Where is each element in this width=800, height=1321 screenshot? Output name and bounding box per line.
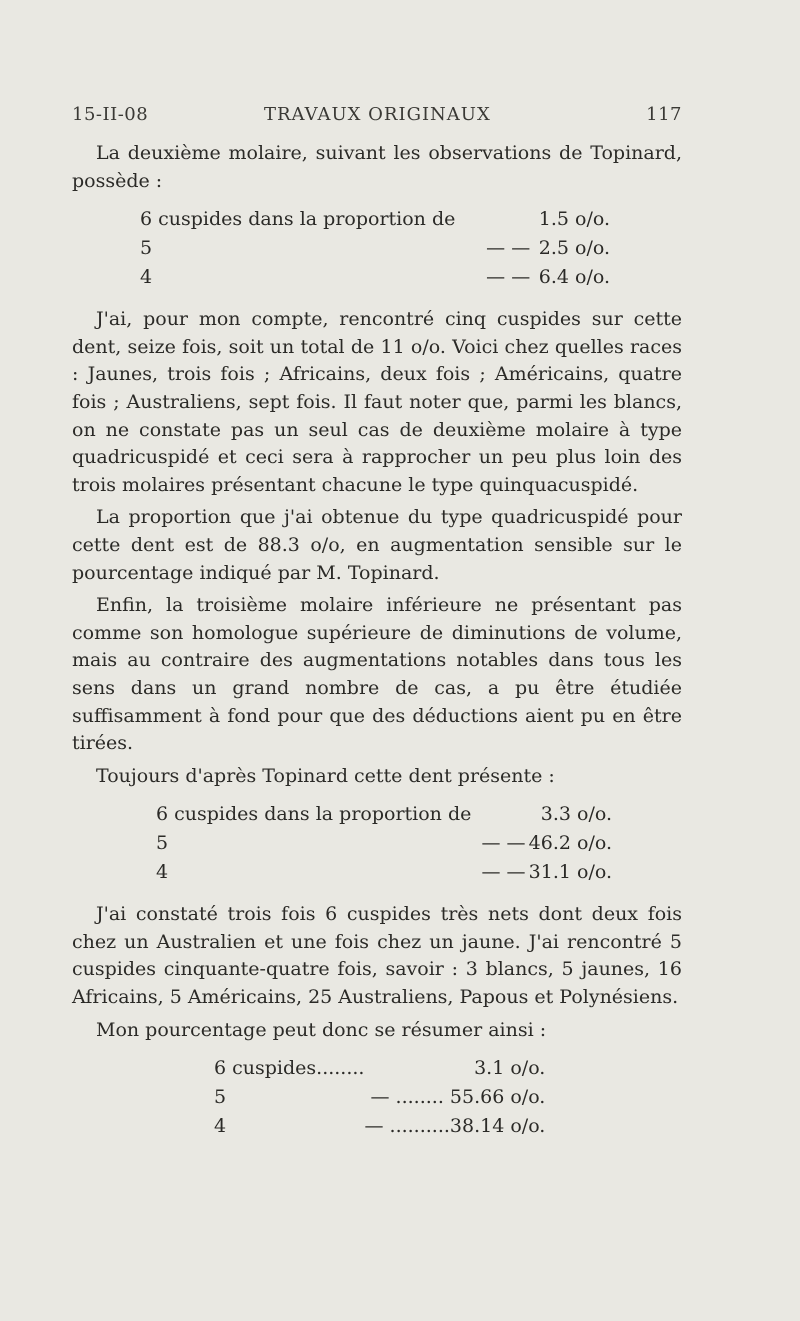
table-row bbox=[214, 1083, 545, 1112]
table-cell-dash: — — bbox=[481, 860, 526, 883]
table-row bbox=[140, 263, 610, 292]
table-cell-label: 4 bbox=[156, 860, 169, 883]
paragraph: La proportion que j'ai obtenue du type quadricuspidé pour cette dent est de 88.3 o/o, en augmentation sensible sur le pourcentage indiqué par M. Topinard. bbox=[72, 506, 682, 584]
table-cell-label: 5 bbox=[214, 1085, 227, 1108]
table-cell-dash: — — bbox=[481, 831, 526, 854]
paragraph: La deuxième molaire, suivant les observations de Topinard, possède : bbox=[72, 142, 682, 192]
paragraph: J'ai, pour mon compte, rencontré cinq cuspides sur cette dent, seize fois, soit un total de 11 o/o. Voici chez quelles races : Jaunes, trois fois ; Africains, deux fois ; Américains, quatre fois ; Australiens, sept fois. Il faut noter que, parmi les blancs, on ne constate pas un seul cas de deuxième molaire à type quadricuspidé et ceci sera à rapprocher un peu plus loin des trois molaires présentant chacune le type quinquacuspidé. bbox=[72, 308, 682, 496]
table-cell-value: 2.5 o/o. bbox=[538, 236, 610, 259]
table-cell-value: 1.5 o/o. bbox=[538, 207, 610, 230]
table-cell-value: 31.1 o/o. bbox=[528, 860, 612, 883]
table-cell-label: 6 cuspides........ bbox=[214, 1056, 365, 1079]
cusp-table-topinard-third-molar bbox=[156, 800, 612, 887]
paragraph: Toujours d'après Topinard cette dent présente : bbox=[96, 764, 555, 787]
table-cell-label: 4 bbox=[140, 265, 153, 288]
table-row bbox=[140, 205, 610, 234]
table-cell-dash: — — bbox=[486, 236, 531, 259]
table-cell-label: 6 cuspides dans la proportion de bbox=[156, 802, 472, 825]
table-cell-value: 46.2 o/o. bbox=[528, 831, 612, 854]
table-cell-label: 6 cuspides dans la proportion de bbox=[140, 207, 456, 230]
body-text bbox=[72, 140, 682, 1155]
header-date: 15-II-08 bbox=[72, 104, 149, 125]
table-row bbox=[214, 1054, 545, 1083]
page-number: 117 bbox=[646, 104, 682, 125]
table-cell-value: 38.14 o/o. bbox=[449, 1114, 546, 1137]
cusp-table-topinard-second-molar bbox=[140, 205, 610, 292]
paragraph: Mon pourcentage peut donc se résumer ainsi : bbox=[96, 1018, 547, 1041]
table-cell-dash: — — bbox=[486, 265, 531, 288]
paragraph: Enfin, la troisième molaire inférieure ne présentant pas comme son homologue supérieure de diminutions de volume, mais au contraire des augmentations notables dans tous les sens dans un grand nombre de cas, a pu être étudiée suffisamment à fond pour que des déductions aient pu en être tirées. bbox=[72, 594, 682, 755]
table-cell-dash bbox=[484, 205, 532, 234]
table-row bbox=[156, 858, 612, 887]
cusp-table-own-results bbox=[214, 1054, 545, 1141]
paragraph: J'ai constaté trois fois 6 cuspides très nets dont deux fois chez un Australien et une fois chez un jaune. J'ai rencontré 5 cuspides cinquante-quatre fois, savoir : 3 blancs, 5 jaunes, 16 Africains, 5 Américains, 25 Australiens, Papous et Polynésiens. bbox=[72, 903, 682, 1009]
table-cell-label: 5 bbox=[140, 236, 153, 259]
table-row bbox=[156, 800, 612, 829]
table-cell-value: 3.3 o/o. bbox=[540, 802, 612, 825]
table-cell-dash bbox=[481, 800, 526, 829]
table-cell-value: 55.66 o/o. bbox=[449, 1085, 546, 1108]
table-cell-value: 3.1 o/o. bbox=[474, 1056, 546, 1079]
table-cell-label: 4 bbox=[214, 1114, 227, 1137]
table-row bbox=[140, 234, 610, 263]
table-cell-value: 6.4 o/o. bbox=[538, 265, 610, 288]
table-cell-dash: — .......... bbox=[364, 1114, 450, 1137]
table-cell-label: 5 bbox=[156, 831, 169, 854]
table-cell-dash bbox=[364, 1054, 449, 1083]
table-cell-dash: — ........ bbox=[370, 1085, 444, 1108]
table-row bbox=[214, 1112, 545, 1141]
table-row bbox=[156, 829, 612, 858]
header-title: TRAVAUX ORIGINAUX bbox=[264, 104, 491, 125]
